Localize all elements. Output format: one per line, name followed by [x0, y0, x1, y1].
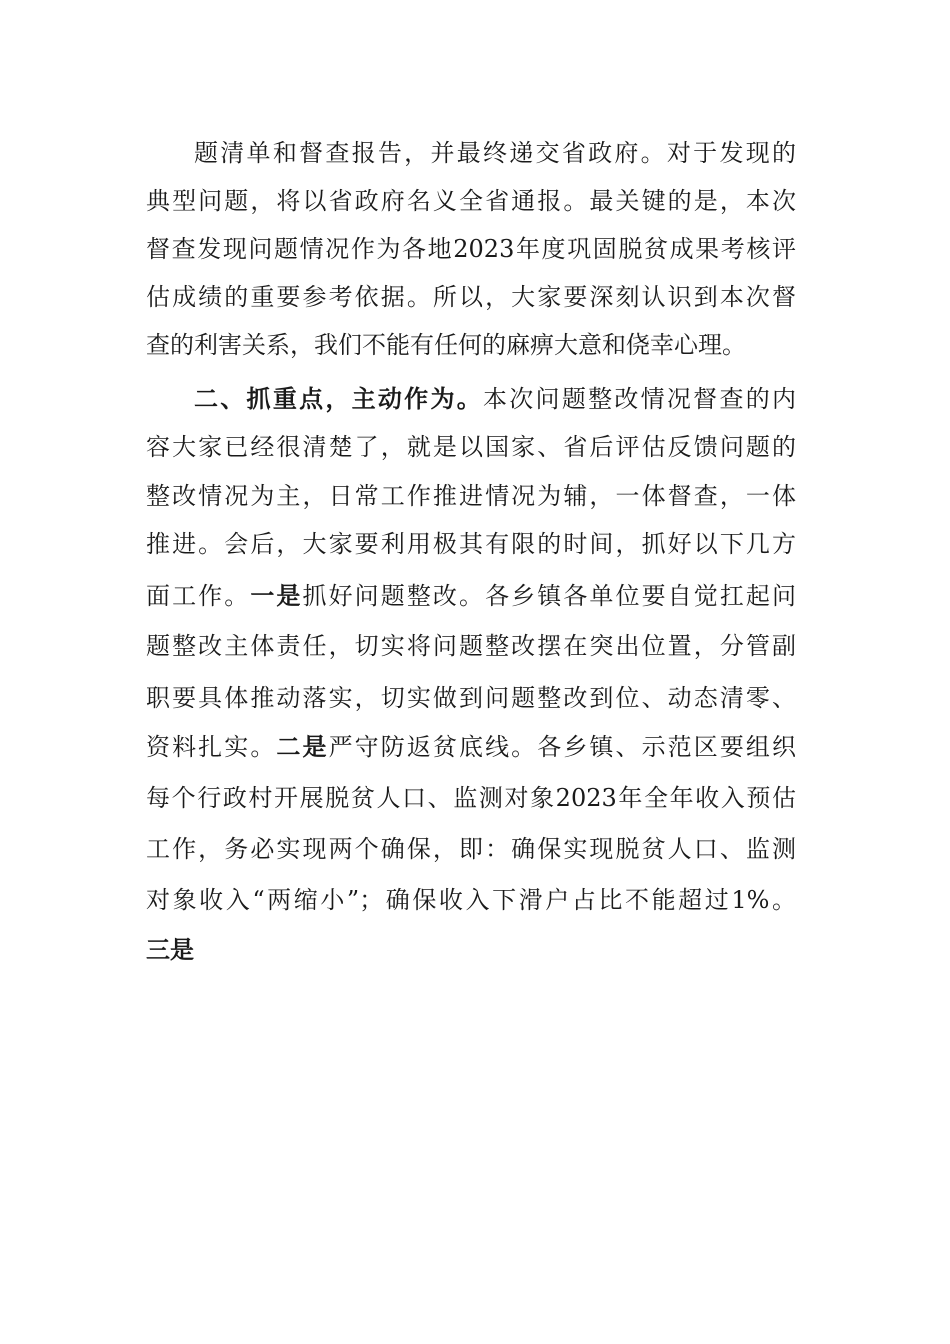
paragraph-line: [146, 181, 796, 221]
paragraph-line: [146, 930, 796, 970]
text-run: 估成绩的重要参考依据。所以，大家要深刻认识到本次督: [146, 283, 796, 311]
paragraph-line: [194, 133, 796, 173]
text-run: 典型问题，将以省政府名义全省通报。最关键的是，本次: [146, 187, 796, 215]
text-run: 工作，务必实现两个确保，即：确保实现脱贫人口、监测: [146, 835, 796, 863]
paragraph-line: [146, 476, 796, 516]
text-run: 容大家已经很清楚了，就是以国家、省后评估反馈问题的: [146, 433, 796, 461]
text-run: 每个行政村开展脱贫人口、监测对象2023年全年收入预估: [146, 784, 796, 812]
paragraph-line: [146, 277, 796, 317]
paragraph-line: [146, 325, 796, 365]
paragraph-line: [146, 678, 796, 718]
text-run: 职要具体推动落实，切实做到问题整改到位、动态清零、: [146, 684, 796, 712]
text-run: 查的利害关系，我们不能有任何的麻痹大意和侥幸心理。: [146, 331, 746, 359]
section-heading-line: [194, 379, 796, 419]
text-run: 严守防返贫底线。各乡镇、示范区要组织: [328, 733, 797, 761]
list-marker: 一是: [250, 581, 303, 610]
list-marker: 二是: [276, 732, 329, 761]
text-run: 面工作。: [146, 582, 251, 610]
list-marker: 三是: [146, 935, 194, 964]
paragraph-line: [146, 626, 796, 666]
text-run: 整改情况为主，日常工作推进情况为辅，一体督查，一体: [146, 482, 796, 510]
text-run: 督查发现问题情况作为各地2023年度巩固脱贫成果考核评: [146, 235, 796, 263]
text-run: 对象收入“两缩小”；确保收入下滑户占比不能超过1%。: [146, 886, 796, 914]
paragraph-line: [146, 829, 796, 869]
paragraph-line: [146, 427, 796, 467]
paragraph-line: [146, 727, 796, 767]
text-run: 推进。会后，大家要利用极其有限的时间，抓好以下几方: [146, 530, 796, 558]
paragraph-line: [146, 229, 796, 269]
section-heading: 二、抓重点，主动作为。: [194, 384, 483, 413]
text-run: 资料扎实。: [146, 733, 277, 761]
text-run: 题清单和督查报告，并最终递交省政府。对于发现的: [194, 139, 796, 167]
paragraph-line: [146, 524, 796, 564]
text-run: 抓好问题整改。各乡镇各单位要自觉扛起问: [302, 582, 797, 610]
paragraph-line: [146, 576, 796, 616]
paragraph-line: [146, 778, 796, 818]
paragraph-line: [146, 880, 796, 920]
text-run: 题整改主体责任，切实将问题整改摆在突出位置，分管副: [146, 632, 796, 660]
text-run: 本次问题整改情况督查的内: [483, 385, 796, 413]
